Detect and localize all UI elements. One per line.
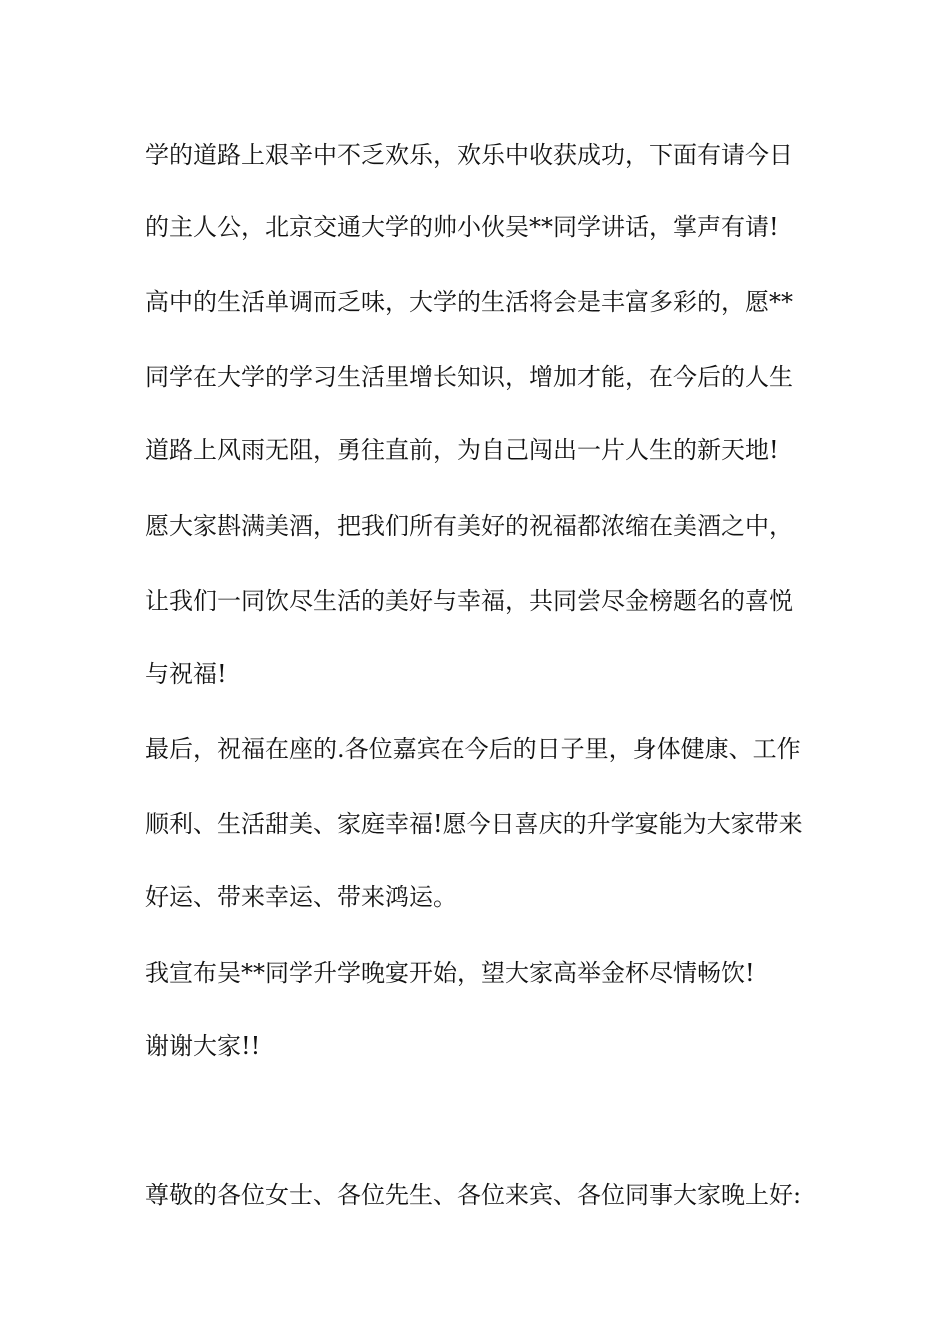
text-line: 让我们一同饮尽生活的美好与幸福，共同尝尽金榜题名的喜悦 xyxy=(145,587,793,615)
text-line: 学的道路上艰辛中不乏欢乐，欢乐中收获成功，下面有请今日 xyxy=(145,141,793,169)
text-line: 与祝福! xyxy=(145,660,227,688)
text-line: 我宣布吴**同学升学晚宴开始，望大家高举金杯尽情畅饮! xyxy=(145,959,755,987)
text-line: 愿大家斟满美酒，把我们所有美好的祝福都浓缩在美酒之中， xyxy=(145,512,793,540)
text-line: 谢谢大家!! xyxy=(145,1032,261,1060)
text-line: 高中的生活单调而乏味，大学的生活将会是丰富多彩的，愿** xyxy=(145,288,793,316)
text-line: 好运、带来幸运、带来鸿运。 xyxy=(145,883,457,911)
text-line: 同学在大学的学习生活里增长知识，增加才能，在今后的人生 xyxy=(145,363,793,391)
text-line: 顺利、生活甜美、家庭幸福!愿今日喜庆的升学宴能为大家带来 xyxy=(145,810,803,838)
text-line: 的主人公，北京交通大学的帅小伙吴**同学讲话，掌声有请! xyxy=(145,213,779,241)
text-line: 尊敬的各位女士、各位先生、各位来宾、各位同事大家晚上好: xyxy=(145,1181,802,1209)
text-line: 道路上风雨无阻，勇往直前，为自己闯出一片人生的新天地! xyxy=(145,436,779,464)
text-line: 最后，祝福在座的.各位嘉宾在今后的日子里，身体健康、工作 xyxy=(145,735,801,763)
